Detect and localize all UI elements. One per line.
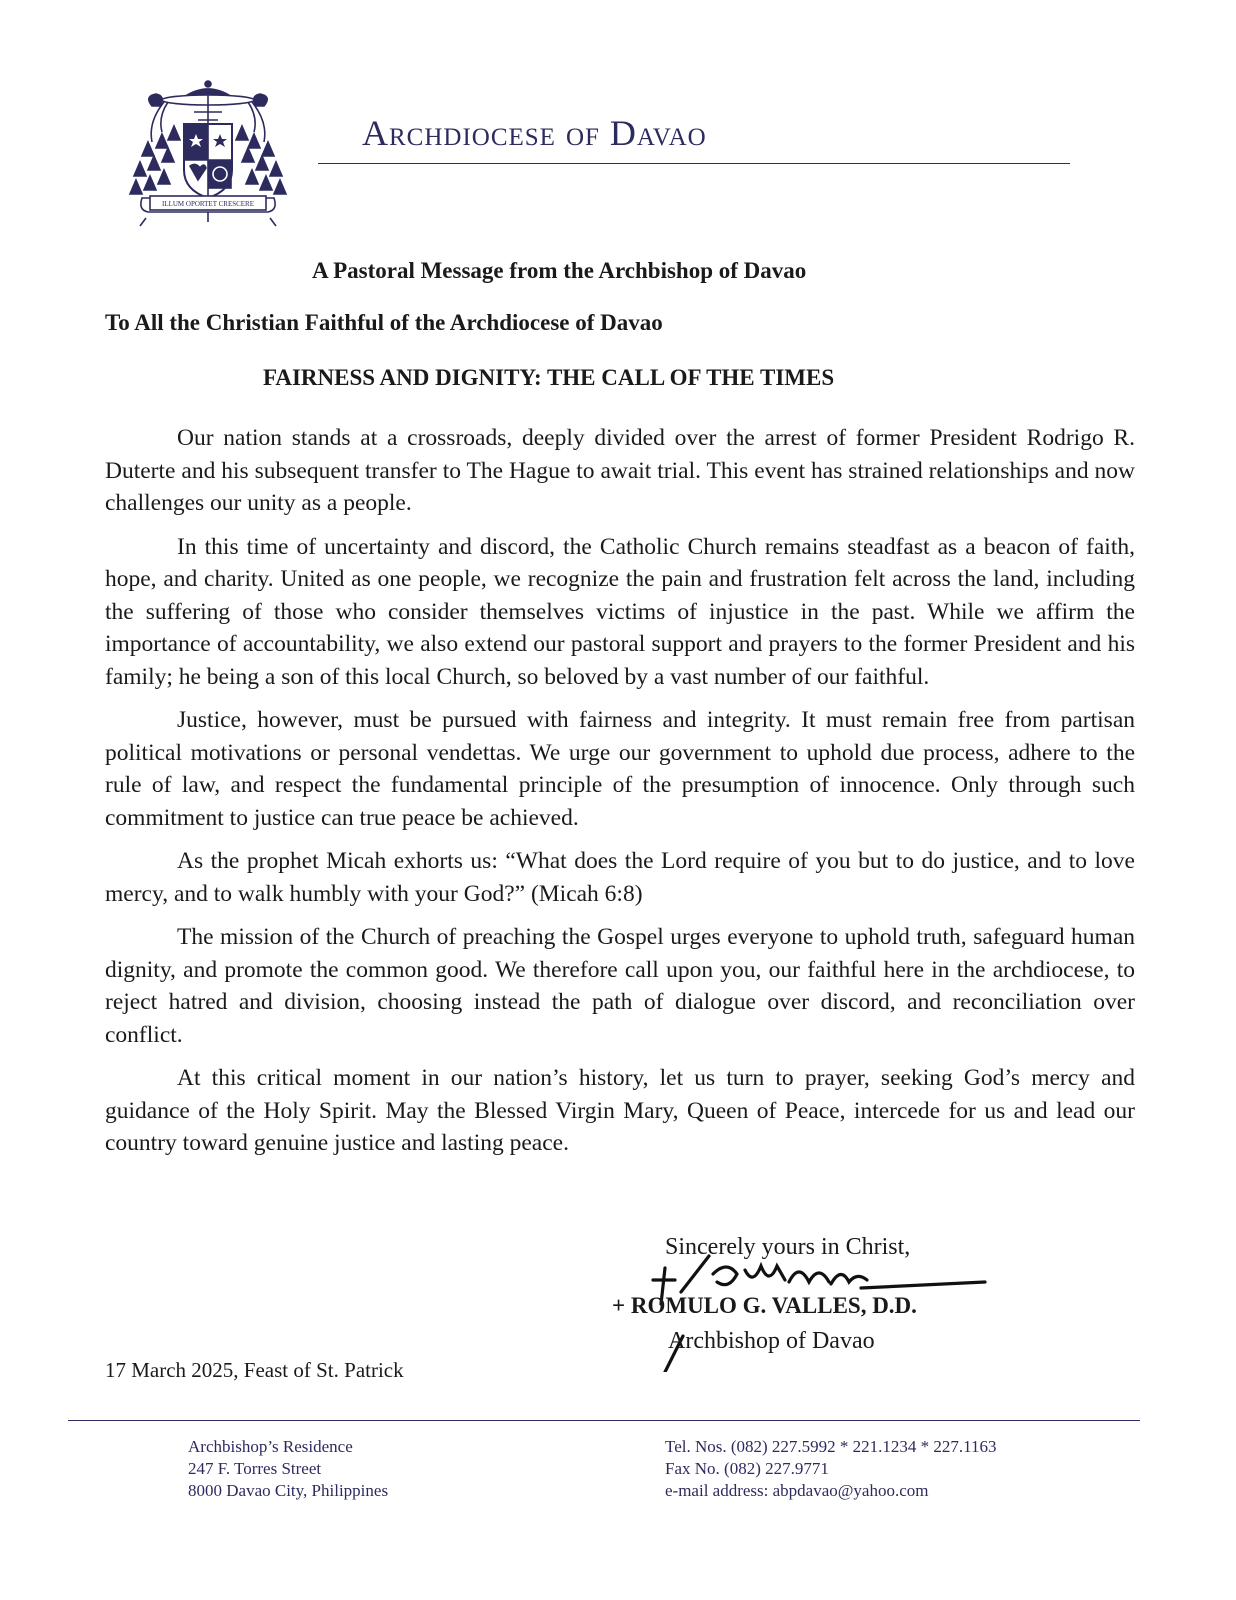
coat-of-arms-icon xyxy=(128,72,288,234)
body-paragraph: The mission of the Church of preaching the Gospel urges everyone to uphold truth, safeguard human dignity, and promote the common good. We therefore call upon you, our faithful here in the archdiocese, to reject hatred and division, choosing instead the path of dialogue over discord, and reconciliation over conflict. xyxy=(105,924,1135,1048)
svg-text:ILLUM OPORTET CRESCERE: ILLUM OPORTET CRESCERE xyxy=(161,200,255,208)
letterhead-divider xyxy=(318,163,1070,164)
footer-divider xyxy=(68,1420,1140,1421)
message-title: FAIRNESS AND DIGNITY: THE CALL OF THE TIMES xyxy=(263,365,835,390)
body-paragraph: Justice, however, must be pursued with fairness and integrity. It must remain free from partisan political motivations or personal vendettas. We urge our government to uphold due process, adhere to the rule of law, and respect the fundamental principle of the presumption of innocence. Only through such commitment to justice can true peace be achieved. xyxy=(105,707,1135,831)
letter-date: 17 March 2025, Feast of St. Patrick xyxy=(105,1358,404,1382)
organization-name: Archdiocese of Davao xyxy=(362,113,707,153)
body-paragraph: Our nation stands at a crossroads, deeply divided over the arrest of former President Rodrigo R. Duterte and his subsequent transfer to The Hague to await trial. This event has strained relationships and now challenges our unity as a people. xyxy=(105,425,1135,516)
address-line: 8000 Davao City, Philippines xyxy=(188,1481,389,1500)
email-line: e-mail address: abpdavao@yahoo.com xyxy=(665,1481,929,1500)
closing-line: Sincerely yours in Christ, xyxy=(665,1234,911,1260)
fax-line: Fax No. (082) 227.9771 xyxy=(665,1459,829,1478)
footer-address xyxy=(188,1436,388,1502)
signer-name: + ROMULO G. VALLES, D.D. xyxy=(612,1293,917,1318)
recipients-heading: To All the Christian Faithful of the Archdiocese of Davao xyxy=(105,310,663,335)
body-paragraph: In this time of uncertainty and discord, the Catholic Church remains steadfast as a beacon of faith, hope, and charity. United as one people, we recognize the pain and frustration felt across the land, including the suffering of those who consider themselves victims of injustice in the past. While we affirm the importance of accountability, we also extend our pastoral support and prayers to the former President and his family; he being a son of this local Church, so beloved by a vast number of our faithful. xyxy=(105,533,1135,690)
body-paragraph: As the prophet Micah exhorts us: “What does the Lord require of you but to do justice, and to love mercy, and to walk humbly with your God?” (Micah 6:8) xyxy=(105,848,1135,907)
telephone-line: Tel. Nos. (082) 227.5992 * 221.1234 * 227.1163 xyxy=(665,1437,997,1456)
address-line: 247 F. Torres Street xyxy=(188,1459,322,1478)
letter-body xyxy=(105,422,1135,1171)
address-line: Archbishop’s Residence xyxy=(188,1437,353,1456)
pastoral-heading: A Pastoral Message from the Archbishop of Davao xyxy=(312,258,807,283)
footer-contacts xyxy=(665,1436,997,1502)
body-paragraph: At this critical moment in our nation’s history, let us turn to prayer, seeking God’s mercy and guidance of the Holy Spirit. May the Blessed Virgin Mary, Queen of Peace, intercede for us and lead our country toward genuine justice and lasting peace. xyxy=(105,1065,1135,1156)
signer-title: Archbishop of Davao xyxy=(668,1328,875,1354)
